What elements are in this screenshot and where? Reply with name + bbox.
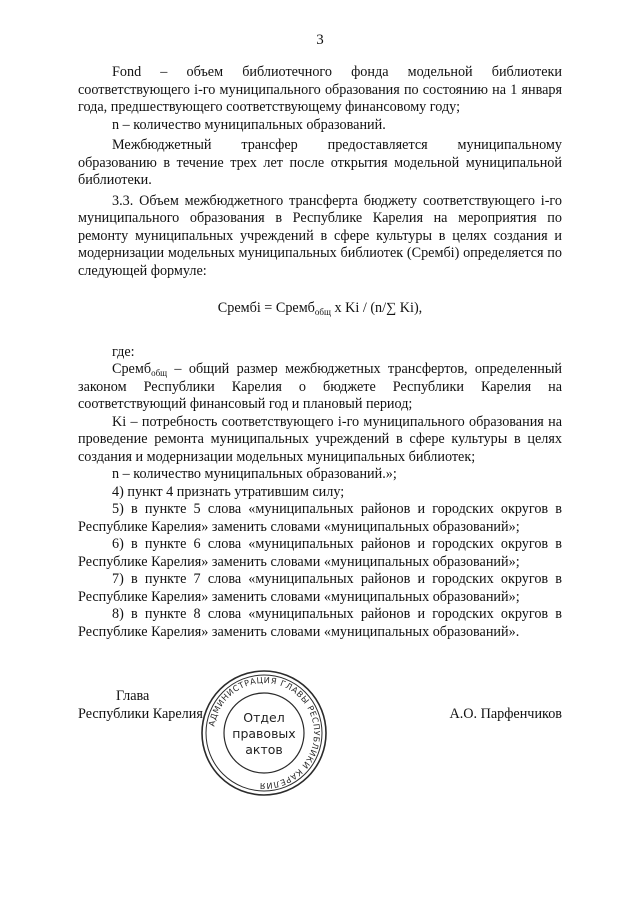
formula [78, 300, 562, 318]
paragraph-cremb-general [78, 361, 562, 414]
formula-right: х Ki / (n/∑ Ki), [330, 300, 423, 316]
stamp-center-line3: актов [245, 742, 283, 757]
list-item-5: 5) в пункте 5 слова «муниципальных районов и городских округов в Республике Карелия» заменить словами «муниципальных образований»; [78, 501, 562, 535]
official-stamp [199, 668, 329, 798]
paragraph-where: где: [112, 343, 135, 360]
paragraph-transfer: Межбюджетный трансфер предоставляется муниципальному образованию в течение трех лет после открытия модельной муниципальной библиотеки. [78, 137, 562, 188]
formula-subscript: общ [314, 307, 331, 317]
list-item-7: 7) в пункте 7 слова «муниципальных районов и городских округов в Республике Карелия» заменить словами «муниципальных образований»; [78, 571, 562, 605]
paragraph-n-definition-2: n – количество муниципальных образований.»; [112, 466, 397, 482]
page-number: 3 [316, 32, 324, 48]
stamp-ring-text: АДМИНИСТРАЦИЯ ГЛАВЫ РЕСПУБЛИКИ КАРЕЛИЯ [206, 674, 323, 792]
paragraph-n-definition: n – количество муниципальных образований. [112, 116, 386, 133]
cremb-term-subscript: общ [151, 368, 168, 378]
formula-left: Срембi = Cремб [217, 300, 315, 316]
list-item-4: 4) пункт 4 признать утратившим силу; [112, 483, 345, 500]
list-item-8: 8) в пункте 8 слова «муниципальных районов и городских округов в Республике Карелия» заменить словами «муниципальных образований». [78, 606, 562, 640]
document-body [78, 64, 562, 641]
paragraph-fond: Fond – объем библиотечного фонда модельной библиотеки соответствующего i-го муниципального образования по состоянию на 1 января года, предшествующего соответствующему финансовому году; [78, 64, 562, 115]
signatory-name: А.О. Парфенчиков [449, 706, 562, 722]
stamp-center-line2: правовых [232, 726, 296, 741]
signatory-title-line1: Глава [116, 688, 150, 704]
paragraph-ki: Ki – потребность соответствующего i-го муниципального образования на проведение ремонта муниципальных учреждений в сфере культуры в целях создания и модернизации модельных муниципальных библиотек; [78, 413, 562, 465]
list-item-6: 6) в пункте 6 слова «муниципальных районов и городских округов в Республике Карелия» заменить словами «муниципальных образований»; [78, 536, 562, 570]
signatory-title-line2: Республики Карелия [78, 706, 203, 722]
stamp-center-line1: Отдел [243, 710, 285, 725]
cremb-term: Cремб [112, 361, 152, 377]
paragraph-3-3: 3.3. Объем межбюджетного трансферта бюджету соответствующего i-го муниципального образования в Республике Карелия на мероприятия по ремонту муниципальных учреждений в сфере культуры в целях создания и модернизации модельных муниципальных библиотек (Срембi) определяется по следующей формуле: [78, 192, 562, 279]
cremb-definition: – общий размер межбюджетных трансфертов, определенный законом Республики Карелия о бюджете Республики Карелия на соответствующий финансовый год и плановый период; [78, 361, 562, 412]
